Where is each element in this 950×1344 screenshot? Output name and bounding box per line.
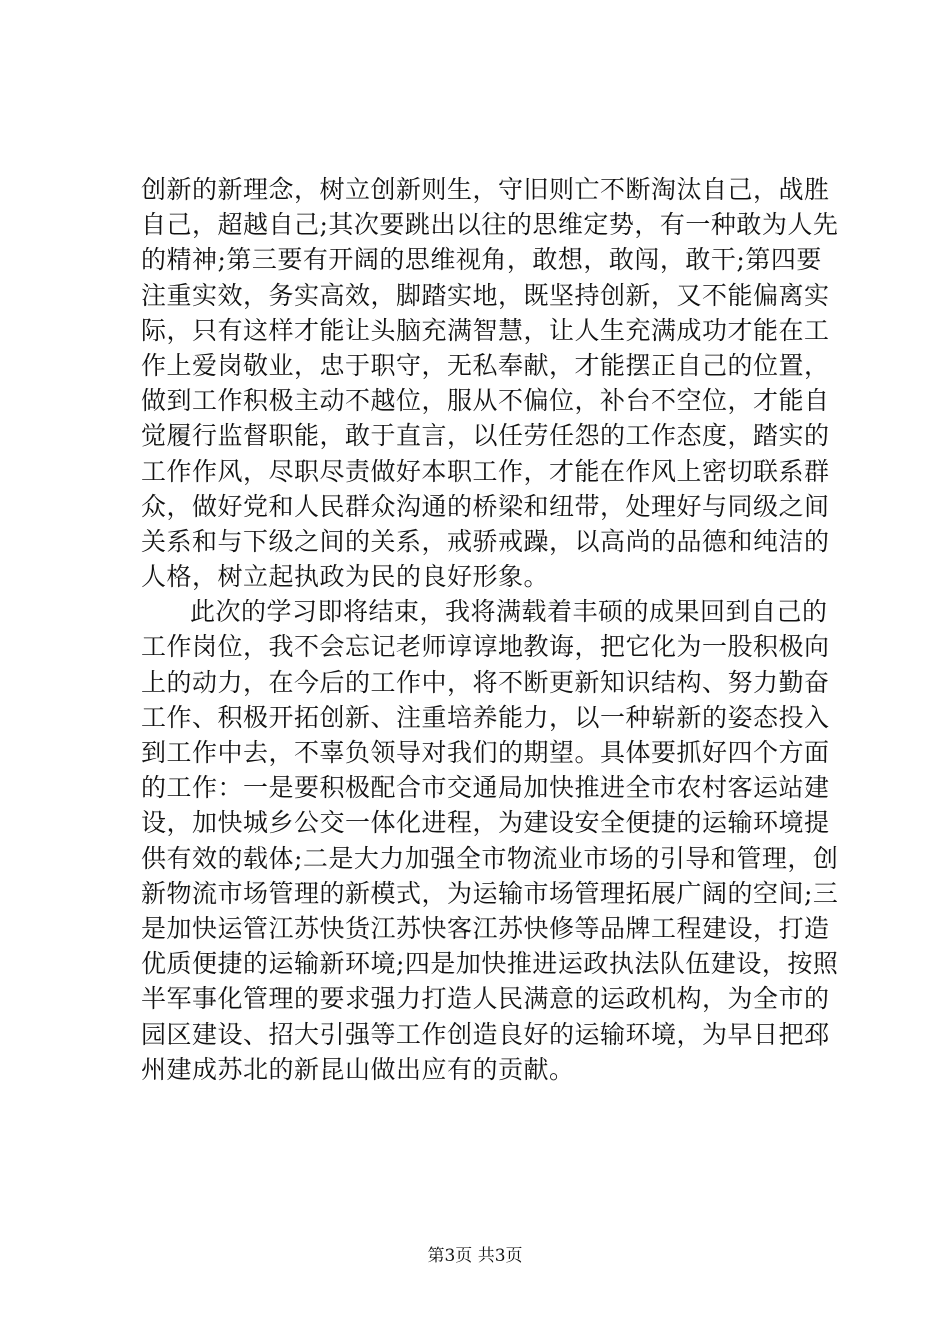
page-footer: 第3页 共3页 <box>427 1246 523 1266</box>
text-line: 觉履行监督职能，敢于直言，以任劳任怨的工作态度，踏实的 <box>141 421 830 451</box>
text-line: 新物流市场管理的新模式，为运输市场管理拓展广阔的空间;三 <box>141 878 839 908</box>
text-line: 的精神;第三要有开阔的思维视角，敢想，敢闯，敢干;第四要 <box>141 245 822 275</box>
text-line: 自己，超越自己;其次要跳出以往的思维定势，有一种敢为人先 <box>141 210 839 240</box>
text-line: 人格，树立起执政为民的良好形象。 <box>141 562 550 592</box>
text-line: 供有效的载体;二是大力加强全市物流业市场的引导和管理，创 <box>141 843 839 873</box>
text-line: 创新的新理念，树立创新则生，守旧则亡不断淘汰自己，战胜 <box>141 175 830 204</box>
document-body <box>141 172 839 1087</box>
text-line: 际，只有这样才能让头脑充满智慧，让人生充满成功才能在工 <box>141 315 830 345</box>
text-line: 园区建设、招大引强等工作创造良好的运输环境，为早日把邳 <box>141 1019 830 1049</box>
text-line: 的工作：一是要积极配合市交通局加快推进全市农村客运站建 <box>141 773 830 803</box>
text-line: 作上爱岗敬业，忠于职守，无私奉献，才能摆正自己的位置， <box>141 350 830 380</box>
text-line: 上的动力，在今后的工作中，将不断更新知识结构、努力勤奋 <box>141 667 830 697</box>
text-line: 设，加快城乡公交一体化进程，为建设安全便捷的运输环境提 <box>141 808 830 838</box>
text-line: 关系和与下级之间的关系，戒骄戒躁，以高尚的品德和纯洁的 <box>141 526 830 556</box>
paragraph-first-line: 此次的学习即将结束，我将满载着丰硕的成果回到自己的 <box>190 597 828 627</box>
text-line: 是加快运管江苏快货江苏快客江苏快修等品牌工程建设，打造 <box>141 913 830 943</box>
text-line: 优质便捷的运输新环境;四是加快推进运政执法队伍建设，按照 <box>141 949 839 979</box>
text-line: 半军事化管理的要求强力打造人民满意的运政机构，为全市的 <box>141 984 830 1014</box>
text-line: 众，做好党和人民群众沟通的桥梁和纽带，处理好与同级之间 <box>141 491 830 521</box>
text-line: 工作作风，尽职尽责做好本职工作，才能在作风上密切联系群 <box>141 456 830 486</box>
text-line: 州建成苏北的新昆山做出应有的贡献。 <box>141 1054 575 1084</box>
text-line: 注重实效，务实高效，脚踏实地，既坚持创新，又不能偏离实 <box>141 280 830 310</box>
text-line: 工作岗位，我不会忘记老师谆谆地教诲，把它化为一股积极向 <box>141 632 830 662</box>
text-line: 到工作中去，不辜负领导对我们的期望。具体要抓好四个方面 <box>141 738 830 767</box>
text-line: 工作、积极开拓创新、注重培养能力，以一种崭新的姿态投入 <box>141 702 830 732</box>
text-line: 做到工作积极主动不越位，服从不偏位，补台不空位，才能自 <box>141 386 830 416</box>
